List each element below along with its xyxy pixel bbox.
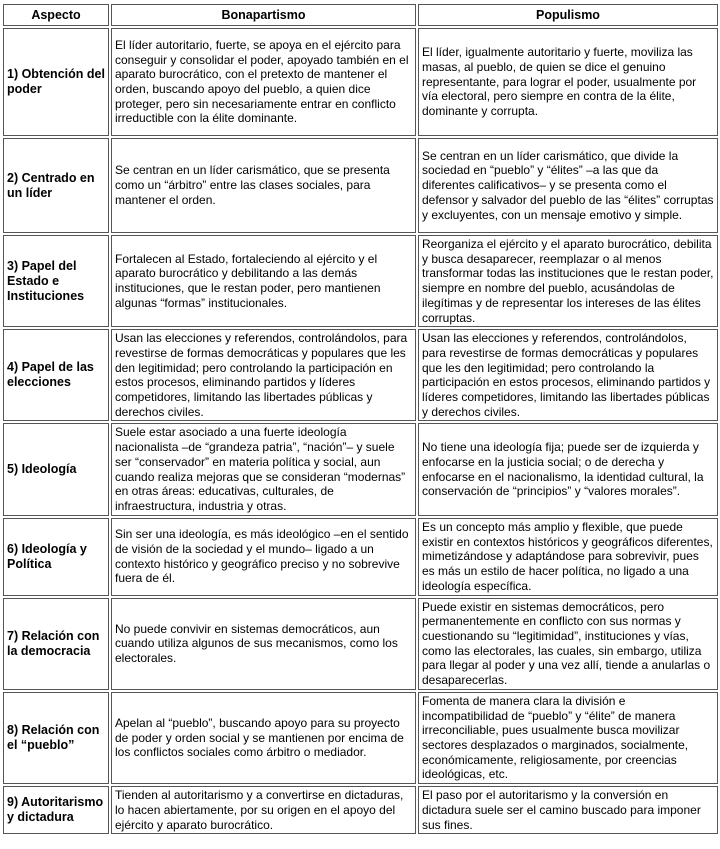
- populismo-cell: Fomenta de manera clara la división e incompatibilidad de “pueblo” y “élite” de manera irreconciliable, pues usualmente busca movilizar sectores desplazados o marginados, socialmente, económicamente, religiosamente, por creencias ideológicas, etc.: [418, 692, 718, 784]
- bonapartismo-cell: Apelan al “pueblo”, buscando apoyo para su proyecto de poder y orden social y se mantienen por encima de los conflictos sociales como árbitro o mediador.: [111, 692, 416, 784]
- aspect-cell: 6) Ideología y Política: [3, 518, 109, 596]
- table-row: [3, 692, 718, 784]
- header-row: [3, 4, 718, 26]
- bonapartismo-cell: No puede convivir en sistemas democráticos, aun cuando utiliza algunos de sus mecanismos, como los electorales.: [111, 598, 416, 690]
- table-row: [3, 138, 718, 233]
- populismo-cell: Es un concepto más amplio y flexible, que puede existir en contextos históricos y geográficos diferentes, mimetizándose y adaptándose para sobrevivir, pues es más un estilo de hacer política, no ligado a una ideología específica.: [418, 518, 718, 596]
- populismo-cell: El líder, igualmente autoritario y fuerte, moviliza las masas, al pueblo, de quien se dice el genuino representante, para lograr el poder, usualmente por vía electoral, pero siempre en contra de la élite, dominante y corrupta.: [418, 28, 718, 136]
- table-row: [3, 598, 718, 690]
- comparison-table: [1, 2, 720, 836]
- bonapartismo-cell: Tienden al autoritarismo y a convertirse en dictaduras, lo hacen abiertamente, por su origen en el apoyo del ejército y aparato burocrático.: [111, 786, 416, 834]
- aspect-cell: 4) Papel de las elecciones: [3, 329, 109, 421]
- aspect-cell: 3) Papel del Estado e Instituciones: [3, 235, 109, 327]
- aspect-cell: 7) Relación con la democracia: [3, 598, 109, 690]
- aspect-cell: 8) Relación con el “pueblo”: [3, 692, 109, 784]
- bonapartismo-cell: Fortalecen al Estado, fortaleciendo al ejército y el aparato burocrático y debilitando a las demás instituciones, que le restan poder, pero mantienen algunas “formas” institucionales.: [111, 235, 416, 327]
- aspect-cell: 1) Obtención del poder: [3, 28, 109, 136]
- table-row: [3, 329, 718, 421]
- populismo-cell: No tiene una ideología fija; puede ser de izquierda y enfocarse en la justicia social; o de derecha y enfocarse en el nacionalismo, la identidad cultural, la conservación de “principios” y “valores morales”.: [418, 423, 718, 515]
- bonapartismo-cell: El líder autoritario, fuerte, se apoya en el ejército para conseguir y consolidar el poder, apoyado también en el aparato burocrático, con el pretexto de mantener el orden, buscando apoyo del pueblo, a quien dice proteger, pero sin necesariamente entrar en conflicto irreductible con la élite dominante.: [111, 28, 416, 136]
- populismo-cell: El paso por el autoritarismo y la conversión en dictadura suele ser el camino buscado para imponer sus fines.: [418, 786, 718, 834]
- populismo-cell: Usan las elecciones y referendos, controlándolos, para revestirse de formas democráticas y populares que les den legitimidad; pero controlando la participación en estos procesos, eliminando partidos y líderes competidores, limitando las libertades públicas y derechos civiles.: [418, 329, 718, 421]
- populismo-cell: Puede existir en sistemas democráticos, pero permanentemente en conflicto con sus normas y cuestionando su “legitimidad”, instituciones y vías, como las electorales, las cuales, sin embargo, utiliza para llegar al poder y una vez allí, tiende a anularlas o desaparecerlas.: [418, 598, 718, 690]
- table-row: [3, 786, 718, 834]
- populismo-cell: Reorganiza el ejército y el aparato burocrático, debilita y busca desaparecer, reemplazar o al menos transformar todas las instituciones que le restan poder, siempre en nombre del pueblo, acusándolas de ilegítimas y de representar los intereses de las élites corruptas.: [418, 235, 718, 327]
- table-row: [3, 423, 718, 515]
- populismo-cell: Se centran en un líder carismático, que divide la sociedad en “pueblo” y “élites” –a las que da diferentes calificativos– y se presenta como el defensor y salvador del pueblo de las “élites” corruptas y excluyentes, con un mensaje emotivo y simple.: [418, 138, 718, 233]
- table-row: [3, 28, 718, 136]
- table-row: [3, 518, 718, 596]
- bonapartismo-cell: Se centran en un líder carismático, que se presenta como un “árbitro” entre las clases sociales, para mantener el orden.: [111, 138, 416, 233]
- header-populismo: Populismo: [418, 4, 718, 26]
- bonapartismo-cell: Usan las elecciones y referendos, controlándolos, para revestirse de formas democráticas y populares que les den legitimidad; pero controlando la participación en estos procesos, eliminando partidos y líderes competidores, limitando las libertades públicas y derechos civiles.: [111, 329, 416, 421]
- aspect-cell: 9) Autoritarismo y dictadura: [3, 786, 109, 834]
- header-bonapartismo: Bonapartismo: [111, 4, 416, 26]
- aspect-cell: 2) Centrado en un líder: [3, 138, 109, 233]
- header-aspecto: Aspecto: [3, 4, 109, 26]
- bonapartismo-cell: Sin ser una ideología, es más ideológico –en el sentido de visión de la sociedad y el mundo– ligado a un contexto histórico y geográfico preciso y no sobrevive fuera de él.: [111, 518, 416, 596]
- bonapartismo-cell: Suele estar asociado a una fuerte ideología nacionalista –de “grandeza patria”, “nación”– y suele ser “conservador” en materia política y social, aun cuando realiza mejoras que se consideran “modernas” en otras áreas: educativas, culturales, de infraestructura, industria y otras.: [111, 423, 416, 515]
- table-row: [3, 235, 718, 327]
- aspect-cell: 5) Ideología: [3, 423, 109, 515]
